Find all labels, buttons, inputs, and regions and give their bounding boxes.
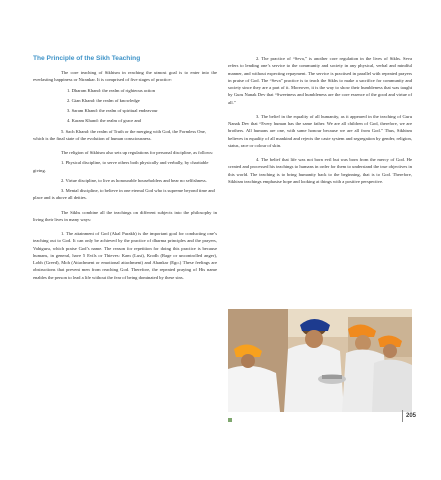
ceremony-photo [228,309,412,412]
teaching-paragraph-3: 3. The belief in the equality of all humanity, as it appeared in the teaching of Guru Nanak Dev that “Every human has the same father. We are all children of God, therefore, we are brothers. All humans are one, with same honour because we are all from God.” Thus, Sikhism believes in equality of all mankind and rejects the caste system and segregation by gender, religion, status, race or colour of skin. [228,113,412,148]
page-number-rule [402,410,403,422]
green-marker [228,418,232,422]
teaching-paragraph-1: 1. The attainment of God (Akal Purakh) is the important goal for conducting one’s teaching out to God. It can only be achieved by the practice of dharma principles and the prayers, Vahiguru, which praise God’s name. The reason for repetition for doing this practice is because humans, in general, have 5 Evils or Thieves: Kam (Lust), Krodh (Rage or uncontrolled anger), Lobh (Greed), Moh (Attachment or emotional attachment) and Ahankar (Ego.) These feelings are obstructions that prevent men from reaching God. Therefore, the repeated praying of His name enables the person to lead a life without the fear of being dominated by these sins. [33,231,217,280]
left-column [33,55,217,281]
regulations-list [33,159,217,201]
regulation-item: 2. Virtue discipline, to live as honourable householders and bear no selfishness. [61,177,207,183]
teachings-intro: The Sikhs combine all the teachings on different subjects into the philosophy in living their lives in many ways: [33,209,217,222]
stages-intro: The core teaching of Sikhism in reaching the utmost goal is to enter into the everlasting happiness or Nirankar. It is comprised of five stages of practice: [33,70,217,83]
right-column [228,55,412,185]
section-title: The Principle of the Sikh Teaching [33,55,141,62]
teaching-paragraph-4: 4. The belief that life was not born evil but was born from the mercy of God. He created and processed his teachings to humans in order for them to understand the true objectives in this world. The teaching is to bring humanity back to the beginning, that is to God. Therefore, Sikhism teachings emphasise hope and looking at things with a positive perspective. [228,157,412,184]
regulation-item: 3. Mental discipline, to believe in one eternal God who is supreme beyond time and place and is above all deities. [33,188,215,201]
stage-item: 1. Dharam Khand: the realm of righteous action [67,87,156,93]
stage-item: 5. Sach Khand: the realm of Truth or the merging with God, the Formless One, which is the final state of the evolution of human consciousness. [33,128,206,141]
stage-item: 4. Karam Khand: the realm of grace and [67,118,141,124]
regulations-intro: The religion of Sikhism also sets up regulations for personal discipline, as follows: [61,150,214,155]
ceremony-photo-illustration [228,309,412,412]
stage-item: 3. Saram Khand: the realm of spiritual endeavour [67,108,158,113]
regulation-item: 1. Physical discipline, to serve others both physically and verbally, by charitable giving. [33,160,209,173]
stages-list [33,87,217,143]
stage-item: 2. Gian Khand: the realm of knowledge [67,97,140,103]
teaching-paragraph-2: 2. The practice of “Seva,” is another core regulation in the lives of Sikhs. Seva refers to lending one’s service to the community and society in any physical, verbal and mindful manner, and without expecting repayment. The service is practised in parallel with repeated prayers in praise of God. The “Seva” practice is to teach the Sikhs to make a sacrifice for community and society since they are a part of it. Moreover, it is the way to show their humbleness that was taught by Guru Nanak Dev that “Sweetness and humbleness are the core essence of the good and virtue of all.” [228,56,412,105]
page-number: 205 [406,413,417,419]
